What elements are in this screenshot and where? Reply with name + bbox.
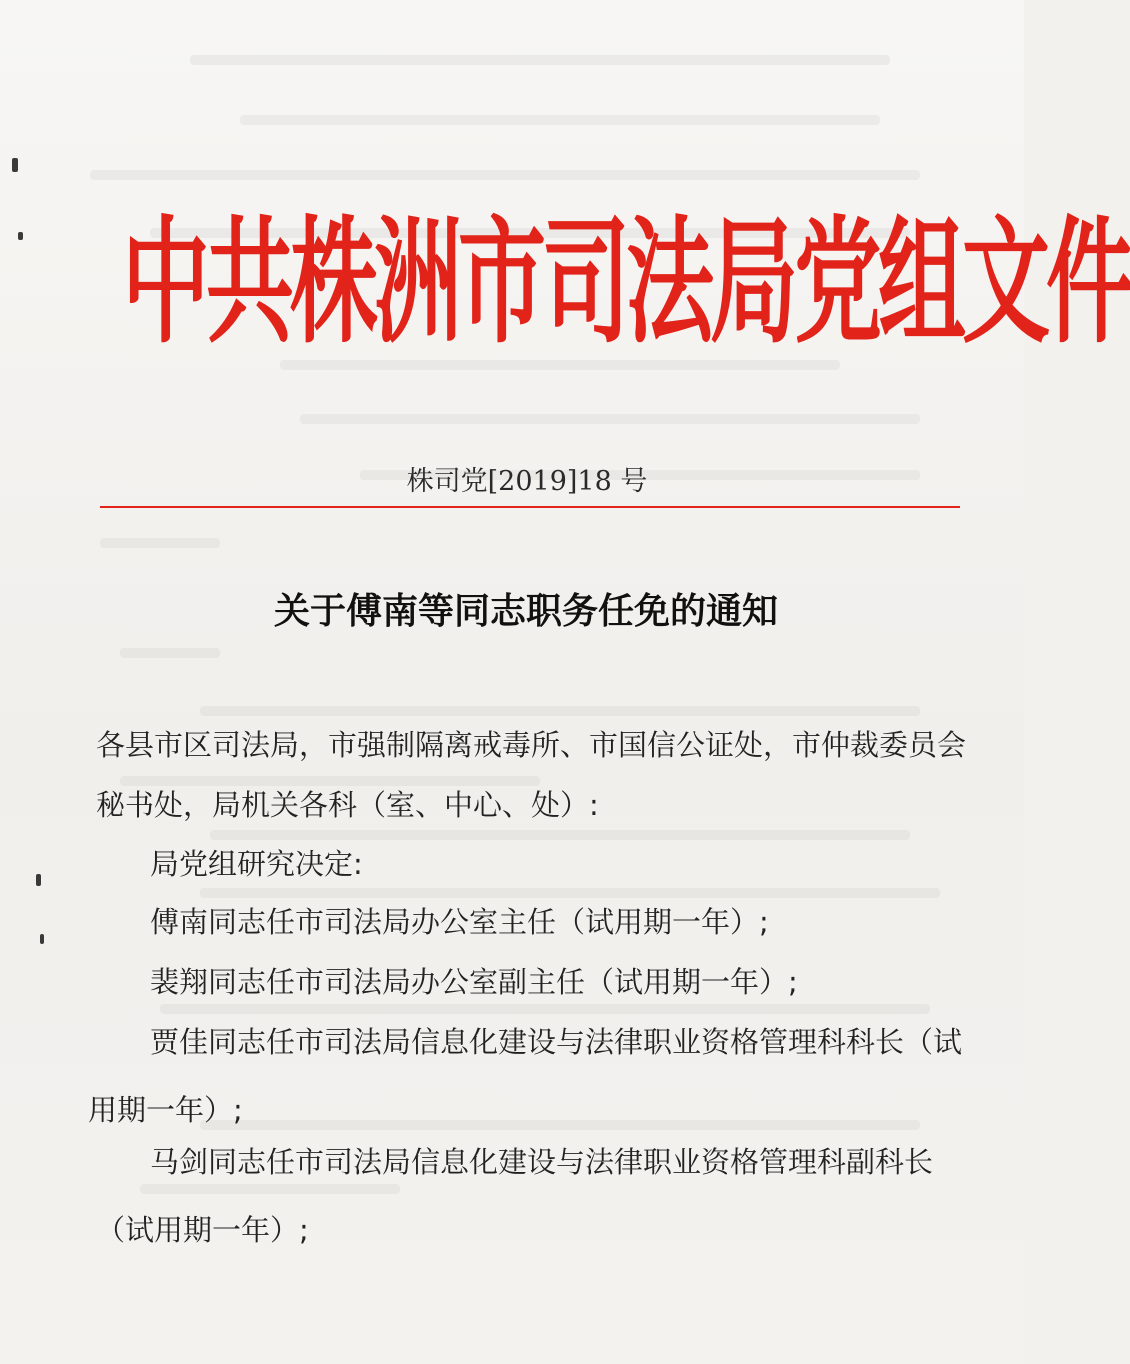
decision-intro: 局党组研究决定: [150, 847, 363, 881]
recipients-line-2: 秘书处，局机关各科（室、中心、处）: [96, 788, 599, 822]
document-header-title: 中共株洲市司法局党组文件 [122, 202, 1130, 363]
appointment-item-4-line-1: 马剑同志任市司法局信息化建设与法律职业资格管理科副科长 [150, 1145, 934, 1179]
appointment-item-4-line-2: （试用期一年）; [96, 1213, 309, 1247]
hole-punch-mark [18, 232, 23, 240]
notice-title: 关于傅南等同志职务任免的通知 [273, 590, 778, 632]
hole-punch-mark [36, 874, 41, 886]
appointment-item-3-line-2: 用期一年）; [88, 1093, 243, 1127]
document-number: 株司党[2019]18 号 [406, 466, 648, 497]
appointment-item-1: 傅南同志任市司法局办公室主任（试用期一年）; [150, 905, 769, 939]
header-divider-red-line [100, 506, 960, 508]
hole-punch-mark [40, 934, 44, 944]
hole-punch-mark [12, 158, 18, 172]
appointment-item-3-line-1: 贾佳同志任市司法局信息化建设与法律职业资格管理科科长（试 [150, 1025, 963, 1059]
appointment-item-2: 裴翔同志任市司法局办公室副主任（试用期一年）; [150, 965, 798, 999]
recipients-line-1: 各县市区司法局，市强制隔离戒毒所、市国信公证处，市仲裁委员会 [96, 728, 967, 762]
